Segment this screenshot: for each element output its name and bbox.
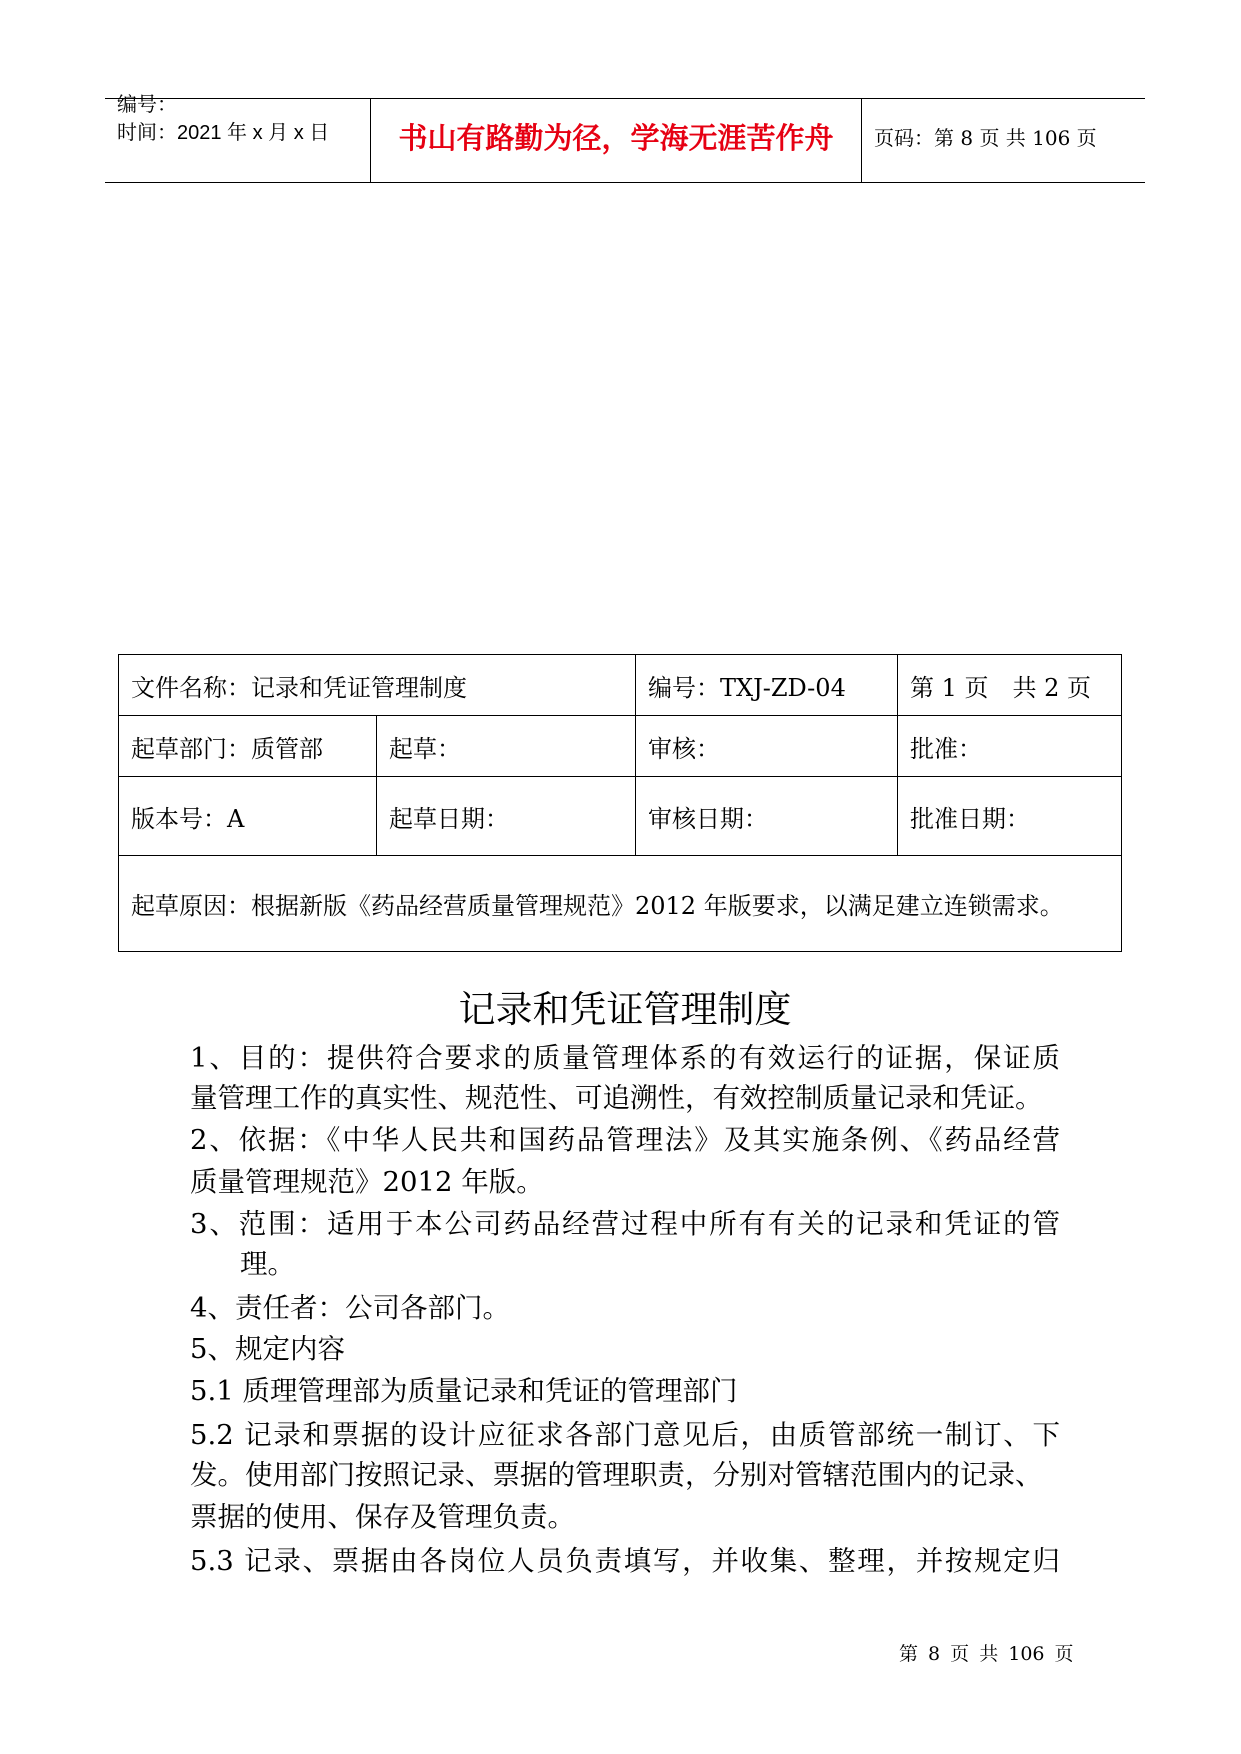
body-line: 发。使用部门按照记录、票据的管理职责，分别对管辖范围内的记录、 [190, 1459, 1043, 1491]
draft-dept-cell: 起草部门：质管部 [119, 716, 377, 777]
body-line: 4、责任者：公司各部门。 [190, 1292, 510, 1324]
header-page-info: 页码：第 8 页 共 106 页 [874, 126, 1097, 150]
document-info-table [118, 654, 1122, 952]
body-line: 1、目的：提供符合要求的质量管理体系的有效运行的证据，保证质 [190, 1042, 1060, 1074]
info-row-1 [119, 655, 1122, 716]
document-title: 记录和凭证管理制度 [458, 988, 792, 1031]
section-heading: 5、规定内容 [190, 1333, 345, 1365]
body-line: 票据的使用、保存及管理负责。 [190, 1501, 575, 1533]
info-row-3 [119, 777, 1122, 856]
approver-cell: 批准： [898, 716, 1122, 777]
header-top-rule [105, 98, 1145, 99]
body-line: 2、依据：《中华人民共和国药品管理法》及其实施条例、《药品经营 [190, 1124, 1060, 1156]
drafter-cell: 起草： [377, 716, 636, 777]
body-line: 质量管理规范》2012 年版。 [190, 1166, 544, 1198]
file-name-cell: 文件名称：记录和凭证管理制度 [119, 655, 636, 716]
approve-date-cell: 批准日期： [898, 777, 1122, 856]
footer-page-number: 第 8 页 共 106 页 [899, 1643, 1074, 1665]
body-line: 5.1 质理管理部为质量记录和凭证的管理部门 [190, 1375, 738, 1407]
body-line: 5.2 记录和票据的设计应征求各部门意见后，由质管部统一制订、下 [190, 1419, 1060, 1451]
draft-date-cell: 起草日期： [377, 777, 636, 856]
body-line: 量管理工作的真实性、规范性、可追溯性，有效控制质量记录和凭证。 [190, 1082, 1043, 1114]
header-doc-number-label: 编号： [117, 94, 177, 116]
header-bottom-rule [105, 182, 1145, 183]
body-line: 理。 [240, 1248, 295, 1280]
header-motto: 书山有路勤为径，学海无涯苦作舟 [398, 121, 834, 155]
body-line: 5.3 记录、票据由各岗位人员负责填写，并收集、整理，并按规定归 [190, 1545, 1060, 1577]
reviewer-cell: 审核： [636, 716, 898, 777]
draft-reason-cell: 起草原因：根据新版《药品经营质量管理规范》2012 年版要求，以满足建立连锁需求。 [119, 856, 1122, 952]
header-divider-right [861, 98, 862, 183]
info-row-2 [119, 716, 1122, 777]
doc-number-cell: 编号：TXJ-ZD-04 [636, 655, 898, 716]
review-date-cell: 审核日期： [636, 777, 898, 856]
page-count-cell: 第 1 页 共 2 页 [898, 655, 1122, 716]
info-row-4 [119, 856, 1122, 952]
body-line: 3、范围：适用于本公司药品经营过程中所有有关的记录和凭证的管 [190, 1208, 1060, 1240]
header-date-line: 时间：2021 年 x 月 x 日 [117, 122, 330, 144]
version-cell: 版本号：A [119, 777, 377, 856]
